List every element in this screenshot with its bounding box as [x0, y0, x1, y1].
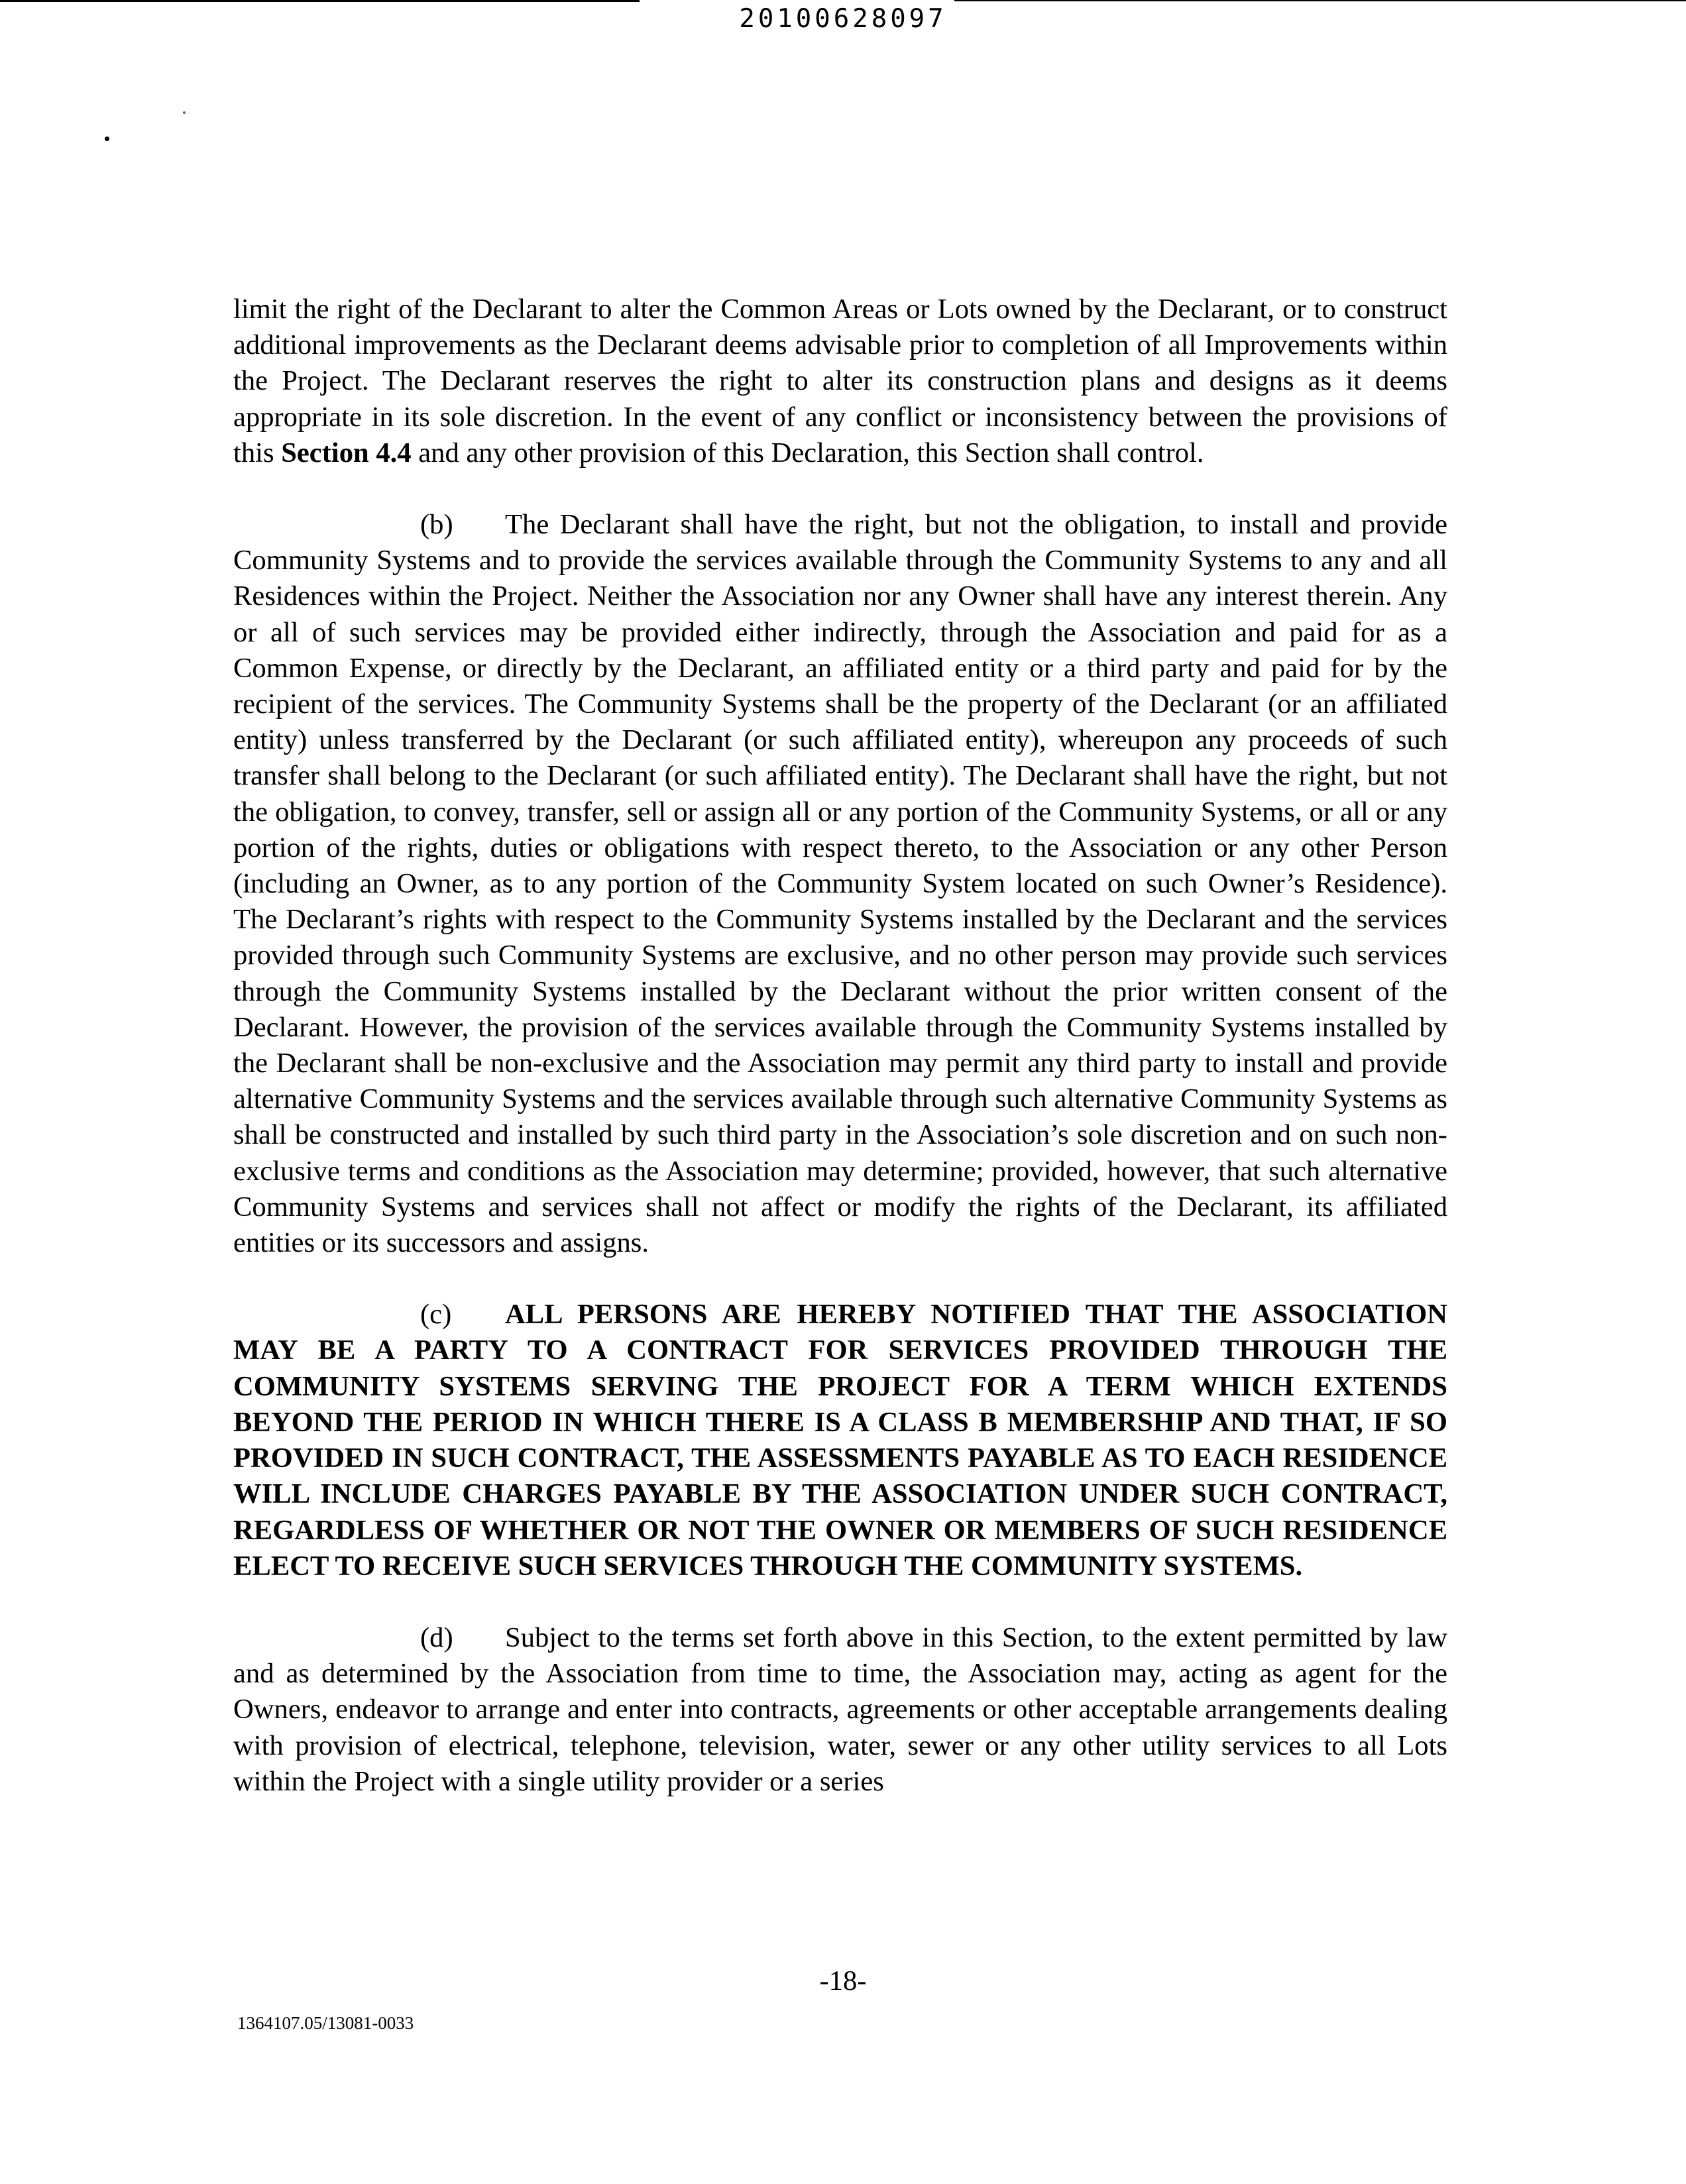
scan-speck	[183, 111, 186, 114]
page-number: -18-	[819, 1965, 867, 1996]
page-body	[233, 292, 1447, 1835]
paragraph-label: (c)	[420, 1299, 452, 1331]
paragraph-text: and any other provision of this Declaration, this Section shall control.	[411, 437, 1204, 468]
paragraph-d	[233, 1620, 1447, 1800]
paragraph-text: limit the right of the Declarant to alter the Common Areas or Lots owned by the Declarant, or to construct additional improvements as the Declarant deems advisable prior to completion of all Improvements within the Project. The Declarant reserves the right to alter its construction plans and designs as it deems appropriate in its sole discretion. In the event of any conflict or inconsistency between the provisions of this	[233, 294, 1447, 468]
top-rule-right	[954, 0, 1686, 1]
paragraph-a-continuation	[233, 292, 1447, 471]
paragraph-text: The Declarant shall have the right, but not the obligation, to install and provide Community Systems and to provide the services available through the Community Systems to any and all Residences within the Project. Neither the Association nor any Owner shall have any interest therein. Any or all of such services may be provided either indirectly, through the Association and paid for as a Common Expense, or directly by the Declarant, an affiliated entity or a third party and paid for by the recipient of the services. The Community Systems shall be the property of the Declarant (or an affiliated entity) unless transferred by the Declarant (or such affiliated entity), whereupon any proceeds of such transfer shall belong to the Declarant (or such affiliated entity). The Declarant shall have the right, but not the obligation, to convey, transfer, sell or assign all or any portion of the Community Systems, or all or any portion of the rights, duties or obligations with respect thereto, to the Association or any other Person (including an Owner, as to any portion of the Community System located on such Owner’s Residence). The Declarant’s rights with respect to the Community Systems installed by the Declarant and the services provided through such Community Systems are exclusive, and no other person may provide such services through the Community Systems installed by the Declarant without the prior written consent of the Declarant. However, the provision of the services available through the Community Systems installed by the Declarant shall be non-exclusive and the Association may permit any third party to install and provide alternative Community Systems and the services available through such alternative Community Systems as shall be constructed and installed by such third party in the Association’s sole discretion and on such non-exclusive terms and conditions as the Association may determine; provided, however, that such alternative Community Systems and services shall not affect or modify the rights of the Declarant, its affiliated entities or its successors and assigns.	[233, 509, 1447, 1259]
top-rule-left	[0, 0, 640, 2]
document-id: 20100628097	[739, 4, 947, 34]
notice-text: ALL PERSONS ARE HEREBY NOTIFIED THAT THE ASSOCIATION MAY BE A PARTY TO A CONTRACT FOR SERVICES PROVIDED THROUGH THE COMMUNITY SYSTEMS SERVING THE PROJECT FOR A TERM WHICH EXTENDS BEYOND THE PERIOD IN WHICH THERE IS A CLASS B MEMBERSHIP AND THAT, IF SO PROVIDED IN SUCH CONTRACT, THE ASSESSMENTS PAYABLE AS TO EACH RESIDENCE WILL INCLUDE CHARGES PAYABLE BY THE ASSOCIATION UNDER SUCH CONTRACT, REGARDLESS OF WHETHER OR NOT THE OWNER OR MEMBERS OF SUCH RESIDENCE ELECT TO RECEIVE SUCH SERVICES THROUGH THE COMMUNITY SYSTEMS.	[233, 1299, 1447, 1582]
paragraph-b	[233, 507, 1447, 1261]
paragraph-label: (b)	[420, 509, 453, 541]
paragraph-label: (d)	[420, 1621, 453, 1653]
document-code: 1364107.05/13081-0033	[237, 2013, 414, 2033]
paragraph-c	[233, 1297, 1447, 1584]
paragraph-text: Subject to the terms set forth above in this Section, to the extent permitted by law and as determined by the Association from time to time, the Association may, acting as agent for the Owners, endeavor to arrange and enter into contracts, agreements or other acceptable arrangements dealing with provision of electrical, telephone, television, water, sewer or any other utility services to all Lots within the Project with a single utility provider or a series	[233, 1621, 1447, 1797]
scan-speck	[105, 136, 109, 141]
section-reference: Section 4.4	[281, 437, 412, 468]
